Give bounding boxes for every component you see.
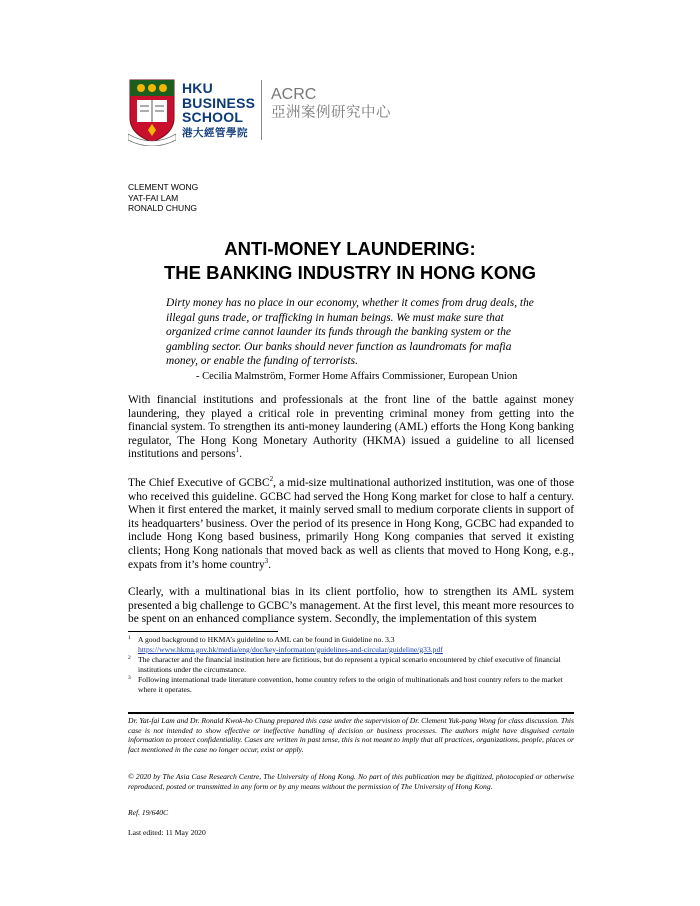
logo-line-3: SCHOOL xyxy=(182,109,244,125)
acrc-label: ACRC xyxy=(271,86,317,103)
footnote-3: 3 Following international trade literature convention, home country refers to the origin of multinationals and host country refers to the market where it operates. xyxy=(128,675,563,694)
footnote-2: 2 The character and the financial institution here are fictitious, but do represent a typical scenario encountered by chief executive of financial institutions under the circumstance. xyxy=(128,655,561,674)
footnote-1: 1 A good background to HKMA’s guideline to AML can be found in Guideline no. 3.3 https://www.hkma.gov.hk/media/eng/doc/key-information/guidelines-and-circular/guideline/g33.pdf xyxy=(128,635,443,654)
footnotes xyxy=(128,635,574,696)
section-divider xyxy=(128,712,574,714)
acrc-wordmark xyxy=(271,86,391,122)
quote-attribution: - Cecilia Malmström, Former Home Affairs Commissioner, European Union xyxy=(196,371,518,382)
logo-chinese-name: 港大經管學院 xyxy=(182,126,248,139)
author-name: CLEMENT WONG xyxy=(128,182,199,192)
footnote-ref-3[interactable]: 3 xyxy=(264,556,269,565)
author-name: YAT-FAI LAM xyxy=(128,192,179,203)
title-line-2: THE BANKING INDUSTRY IN HONG KONG xyxy=(163,262,537,283)
body-paragraph-3: Clearly, with a multinational bias in its client portfolio, how to strengthen its AML system presented a big challenge to GCBC’s management. At the first level, this meant more resources to be spent on an enhanced compliance system. Secondly, the implementation of this system xyxy=(128,586,574,626)
logo-line-2: BUSINESS xyxy=(182,94,256,111)
hku-acrc-logo xyxy=(128,78,428,150)
reference-number: Ref. 19/640C xyxy=(128,808,169,817)
footnote-ref-1[interactable]: 1 xyxy=(235,446,240,455)
last-edited-date: Last edited: 11 May 2020 xyxy=(128,828,206,837)
author-list xyxy=(128,182,198,214)
logo-line-1: HKU xyxy=(182,80,213,96)
footnote-link[interactable]: https://www.hkma.gov.hk/media/eng/doc/key-information/guidelines-and-circular/guideline/g33.pdf xyxy=(138,644,443,654)
case-disclaimer: Dr. Yat-fai Lam and Dr. Ronald Kwok-ho Chung prepared this case under the supervision of Dr. Clement Yuk-pang Wong for class discussion. This case is not intended to show effective or ineffective handling of decision or business processes. The authors might have disguised certain information to protect confidentiality. Cases are written in past tense, this is not meant to imply that all practices, organizations, people, places or fact mentioned in the case no longer occur, exist or apply. xyxy=(128,716,574,755)
body-paragraph-2: The Chief Executive of GCBC$^2$, a mid-size multinational authorized institution, was one of those who received this guideline. GCBC had served the Hong Kong market for close to half a century. When it first entered the market, it mainly served small to medium corporate clients in support of its headquarters’ business. Over the period of its presence in Hong Kong, GCBC had expanded to include Hong Kong based business, primarily Hong Kong companies that served it existing clients; Hong Kong nationals that moved back as well as clients that moved to Hong Kong, e.g., expats from it’s home country$^3$. xyxy=(128,475,575,571)
body-paragraph-1: With financial institutions and professionals at the front line of the battle against money laundering, they played a critical role in preventing criminal money from getting into the financial system. To strengthen its anti-money laundering (AML) efforts the Hong Kong banking regulator, The Hong Kong Monetary Authority (HKMA) issued a guideline to all licensed institutions and persons$^1$. xyxy=(128,394,574,461)
title-line-1: ANTI-MONEY LAUNDERING: xyxy=(224,238,476,259)
copyright-notice: © 2020 by The Asia Case Research Centre, The University of Hong Kong. No part of this publication may be digitized, photocopied or otherwise reproduced, posted or transmitted in any form or by any means without the permission of The University of Hong Kong. xyxy=(128,772,574,791)
acrc-chinese-label: 亞洲案例研究中心 xyxy=(271,105,391,121)
document-title xyxy=(0,237,700,285)
logo-divider xyxy=(261,80,262,140)
footnote-ref-2[interactable]: 2 xyxy=(269,475,274,484)
footnote-divider xyxy=(128,631,278,632)
hku-business-school-wordmark xyxy=(182,81,255,140)
hku-crest-icon xyxy=(128,78,176,146)
author-name: RONALD CHUNG xyxy=(128,203,197,213)
epigraph-quote: Dirty money has no place in our economy, whether it comes from drug deals, the illegal guns trade, or trafficking in human beings. We must make sure that organized crime cannot launder its funds through the banking system or the gambling sector. Our banks should never function as laundromats for mafia money, or enable the funding of terrorists. xyxy=(166,297,534,368)
